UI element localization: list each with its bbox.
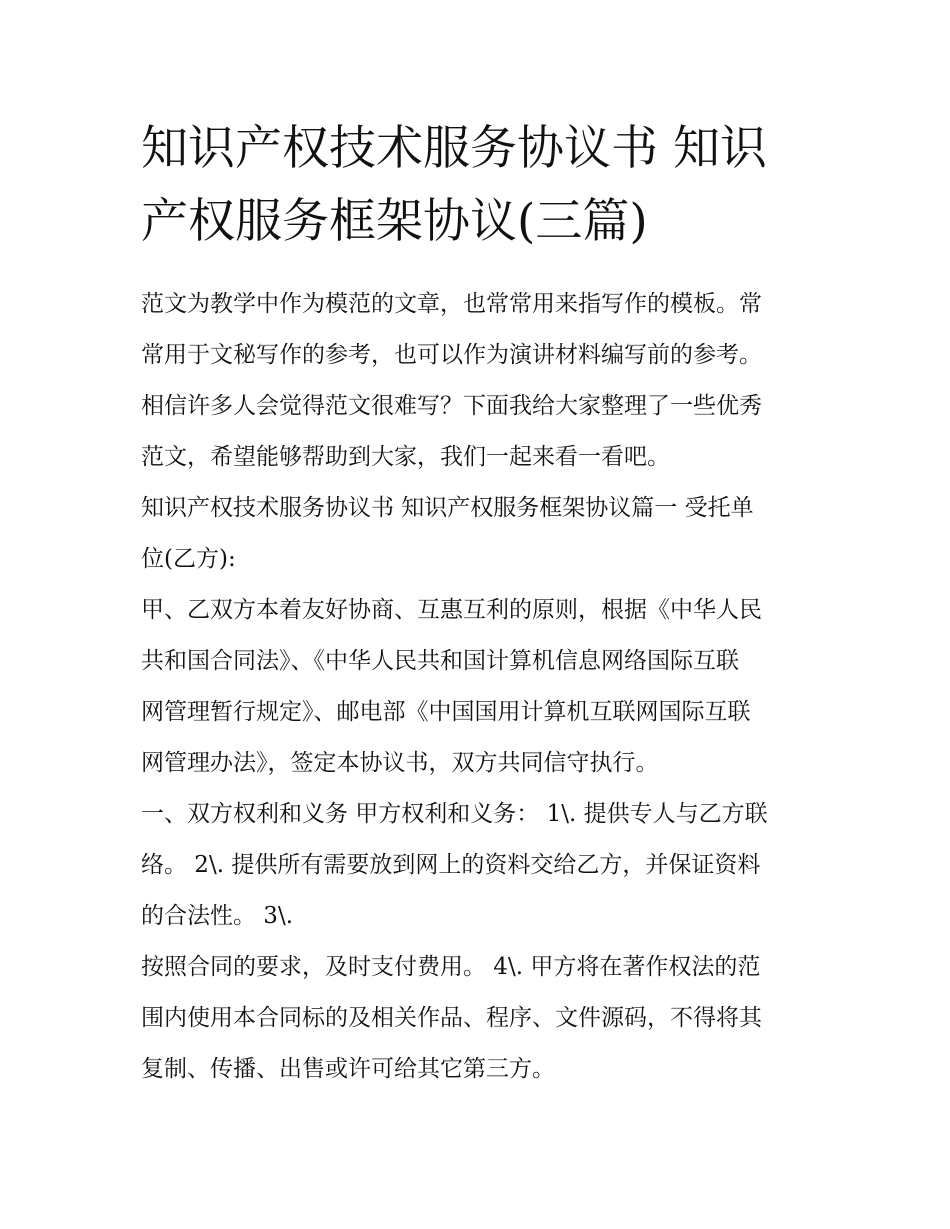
text-line: 知识产权技术服务协议书 知识产权服务框架协议篇一 受托单 bbox=[141, 495, 754, 521]
text-line: 相信许多人会觉得范文很难写？下面我给大家整理了一些优秀 bbox=[141, 393, 762, 419]
title-line: 产权服务框架协议(三篇) bbox=[141, 194, 648, 249]
document-title bbox=[141, 112, 813, 258]
document-content bbox=[141, 112, 813, 1095]
paragraph-intro bbox=[141, 279, 813, 483]
paragraph-rights-obligations bbox=[141, 789, 813, 942]
text-line: 范文，希望能够帮助到大家，我们一起来看一看吧。 bbox=[141, 444, 670, 470]
text-line: 常用于文秘写作的参考，也可以作为演讲材料编写前的参考。 bbox=[141, 342, 762, 368]
text-line: 共和国合同法》、《中华人民共和国计算机信息网络国际互联 bbox=[141, 648, 739, 674]
text-line: 络。 2\. 提供所有需要放到网上的资料交给乙方，并保证资料 bbox=[141, 852, 761, 878]
text-line: 甲、乙双方本着友好协商、互惠互利的原则，根据《中华人民 bbox=[141, 597, 762, 623]
title-line: 知识产权技术服务协议书 知识 bbox=[141, 121, 767, 176]
text-line: 围内使用本合同标的及相关作品、程序、文件源码，不得将其 bbox=[141, 1005, 762, 1031]
paragraph-preamble bbox=[141, 585, 813, 789]
document-body bbox=[141, 279, 813, 1095]
text-line: 位(乙方): bbox=[141, 546, 236, 572]
text-line: 范文为教学中作为模范的文章，也常常用来指写作的模板。常 bbox=[141, 291, 762, 317]
text-line: 的合法性。 3\. bbox=[141, 903, 294, 929]
text-line: 复制、传播、出售或许可给其它第三方。 bbox=[141, 1056, 555, 1082]
paragraph-section-heading bbox=[141, 483, 813, 585]
text-line: 网管理暂行规定》、邮电部《中国国用计算机互联网国际互联 bbox=[141, 699, 751, 725]
paragraph-payment-terms bbox=[141, 942, 813, 1095]
text-line: 按照合同的要求，及时支付费用。 4\. 甲方将在著作权法的范 bbox=[141, 954, 761, 980]
text-line: 网管理办法》，签定本协议书，双方共同信守执行。 bbox=[141, 750, 659, 776]
text-line: 一、双方权利和义务 甲方权利和义务： 1\. 提供专人与乙方联 bbox=[141, 801, 768, 827]
